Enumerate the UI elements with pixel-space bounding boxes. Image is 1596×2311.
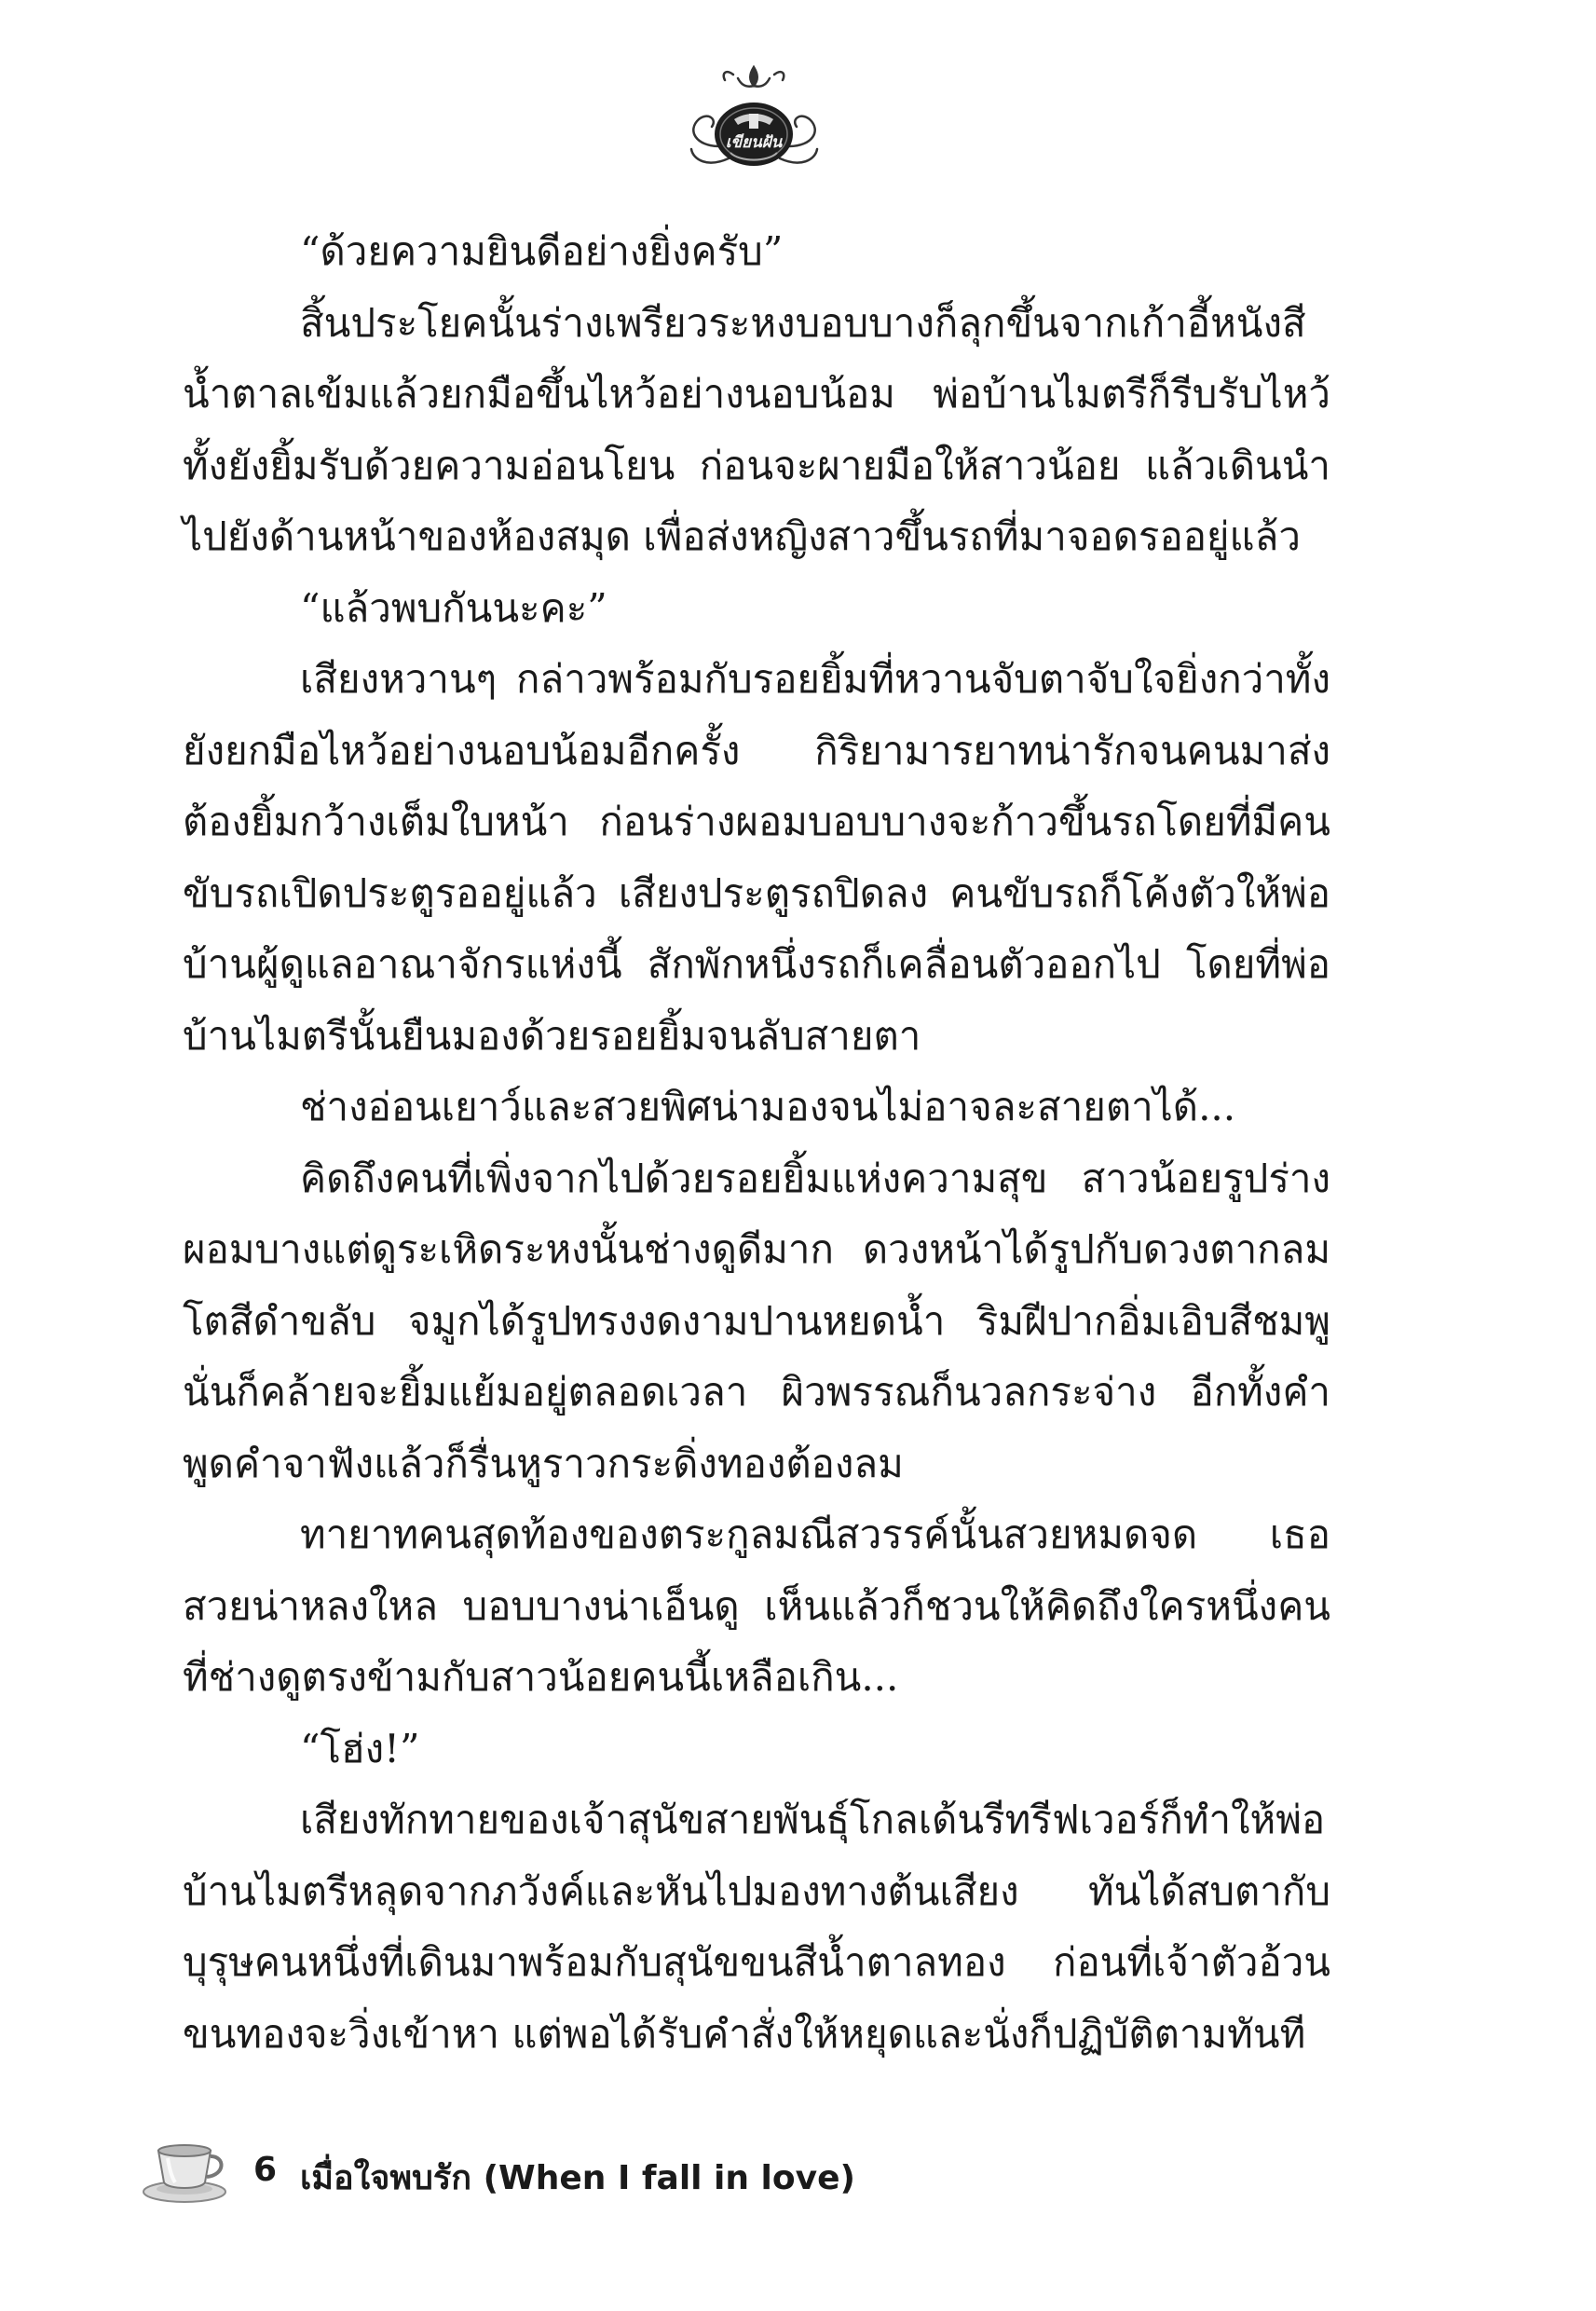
paragraph: เสียงทักทายของเจ้าสุนัขสายพันธุ์โกลเด้นรีทรีฟเวอร์ก็ทำให้พ่อบ้านไมตรีหลุดจากภวังค์และหันไปมองทางต้นเสียง ทันได้สบตากับบุรุษคนหนึ่งที่เดินมาพร้อมกับสุนัขขนสีน้ำตาลทอง ก่อนที่เจ้าตัวอ้วนขนทองจะวิ่งเข้าหา แต่พอได้รับคำสั่งให้หยุดและนั่งก็ปฏิบัติตามทันที: [183, 1797, 1330, 2057]
page-footer: [140, 2138, 1258, 2212]
emblem-label: เขียนฝัน: [725, 133, 783, 152]
paragraph: “โฮ่ง!”: [300, 1725, 420, 1771]
teacup-icon: [140, 2138, 229, 2205]
book-title: เมื่อใจพบรัก (When I fall in love): [300, 2159, 855, 2197]
ornamental-crest-icon: [673, 58, 836, 179]
paragraph: “แล้วพบกันนะคะ”: [300, 584, 607, 631]
paragraph: เสียงหวานๆ กล่าวพร้อมกับรอยยิ้มที่หวานจับตาจับใจยิ่งกว่าทั้งยังยกมือไหว้อย่างนอบน้อมอีกครั้ง กิริยามารยาทน่ารักจนคนมาส่งต้องยิ้มกว้างเต็มใบหน้า ก่อนร่างผอมบอบบางจะก้าวขึ้นรถโดยที่มีคนขับรถเปิดประตูรออยู่แล้ว เสียงประตูรถปิดลง คนขับรถก็โค้งตัวให้พ่อบ้านผู้ดูแลอาณาจักรแห่งนี้ สักพักหนึ่งรถก็เคลื่อนตัวออกไป โดยที่พ่อบ้านไมตรีนั้นยืนมองด้วยรอยยิ้มจนลับสายตา: [183, 656, 1330, 1059]
body-text: [183, 216, 1330, 2070]
paragraph: ช่างอ่อนเยาว์และสวยพิศน่ามองจนไม่อาจละสายตาได้...: [300, 1084, 1236, 1129]
page-number: 6: [253, 2151, 278, 2189]
paragraph: สิ้นประโยคนั้นร่างเพรียวระหงบอบบางก็ลุกขึ้นจากเก้าอี้หนังสีน้ำตาลเข้มแล้วยกมือขึ้นไหว้อย่างนอบน้อม พ่อบ้านไมตรีก็รีบรับไหว้ทั้งยังยิ้มรับด้วยความอ่อนโยน ก่อนจะผายมือให้สาวน้อย แล้วเดินนำไปยังด้านหน้าของห้องสมุด เพื่อส่งหญิงสาวขึ้นรถที่มาจอดรออยู่แล้ว: [183, 299, 1330, 559]
paragraph: คิดถึงคนที่เพิ่งจากไปด้วยรอยยิ้มแห่งความสุข สาวน้อยรูปร่างผอมบางแต่ดูระเหิดระหงนั้นช่างดูดีมาก ดวงหน้าได้รูปกับดวงตากลมโตสีดำขลับ จมูกได้รูปทรงงดงามปานหยดน้ำ ริมฝีปากอิ่มเอิบสีชมพูนั่นก็คล้ายจะยิ้มแย้มอยู่ตลอดเวลา ผิวพรรณก็นวลกระจ่าง อีกทั้งคำพูดคำจาฟังแล้วก็รื่นหูราวกระดิ่งทองต้องลม: [183, 1155, 1330, 1486]
paragraph: “ด้วยความยินดีอย่างยิ่งครับ”: [300, 228, 784, 274]
header-emblem: [673, 58, 836, 179]
paragraph: ทายาทคนสุดท้องของตระกูลมณีสวรรค์นั้นสวยหมดจด เธอสวยน่าหลงใหล บอบบางน่าเอ็นดู เห็นแล้วก็ชวนให้คิดถึงใครหนึ่งคน ที่ช่างดูตรงข้ามกับสาวน้อยคนนี้เหลือเกิน...: [183, 1511, 1330, 1700]
